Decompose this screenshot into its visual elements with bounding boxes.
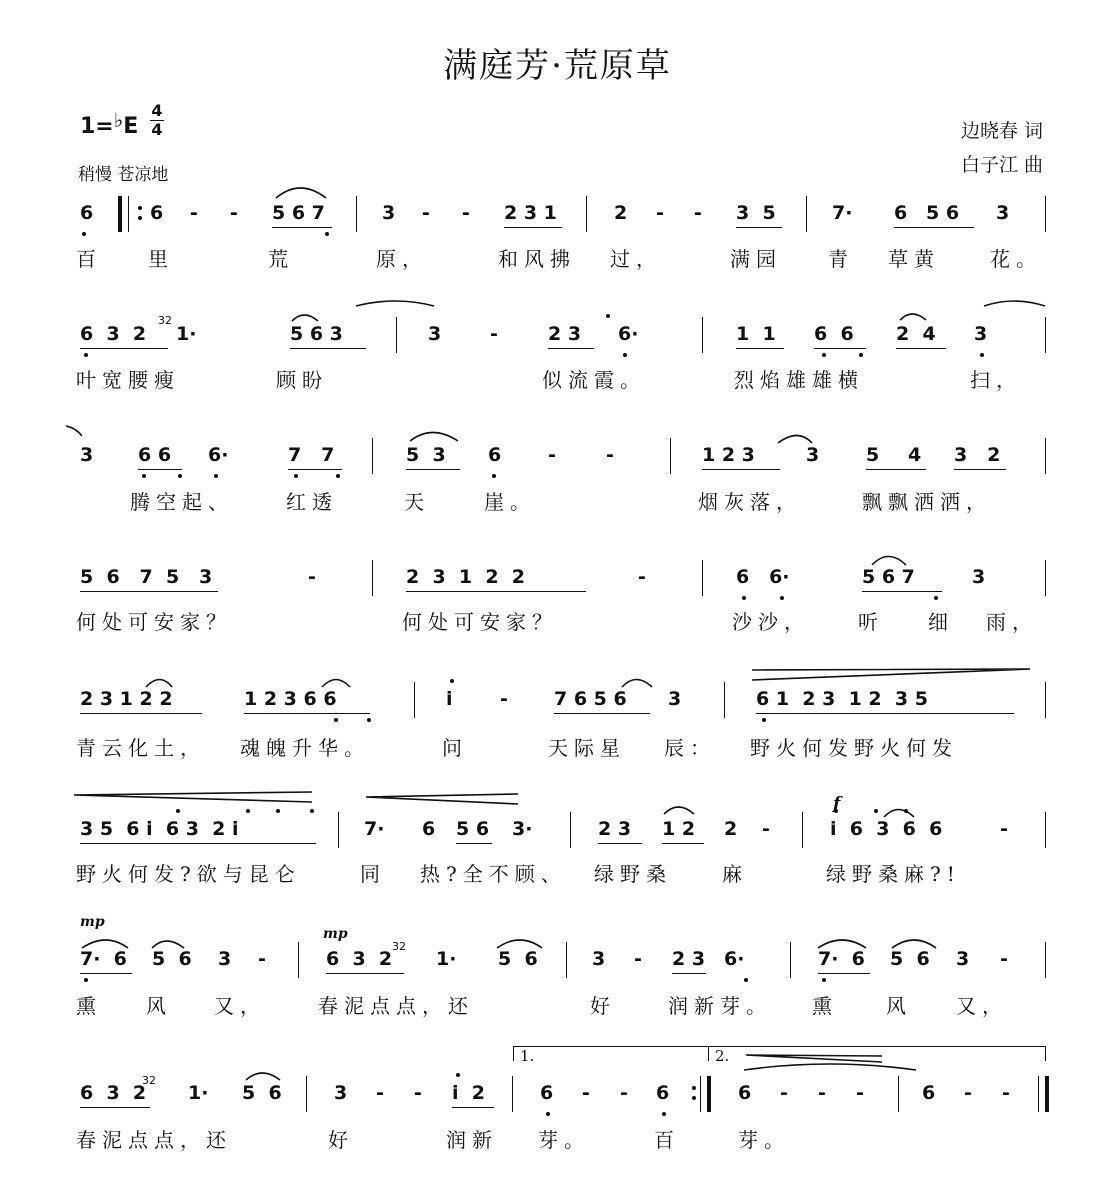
lyric-syllables: 过， — [610, 247, 662, 271]
volta-second-ending: 2. — [708, 1046, 1046, 1061]
note-group: - — [638, 566, 646, 588]
dynamic-mezzo-piano-2: mp — [323, 926, 348, 942]
barline — [512, 1076, 513, 1112]
note-group: 2 3 — [672, 948, 706, 970]
lyric-syllables: 芽。 — [538, 1128, 590, 1152]
note-group: - — [606, 444, 614, 466]
note-group: 3 — [956, 948, 970, 970]
barline — [372, 560, 373, 596]
note-group: - — [258, 948, 266, 970]
note-group: - — [548, 444, 556, 466]
barline — [806, 196, 807, 232]
note-group: 5 6 — [890, 948, 930, 970]
note-group: 3 — [972, 566, 986, 588]
beam-underline — [272, 227, 332, 228]
barline — [1045, 560, 1046, 596]
note-group: 5 6 — [152, 948, 192, 970]
barline — [790, 942, 791, 978]
note-group: 3 — [668, 688, 682, 710]
lyric-syllables: 天 — [404, 490, 430, 514]
note-group: 1 2 3 6 6 — [244, 688, 337, 710]
barline — [586, 196, 587, 232]
beam-underline — [406, 591, 586, 592]
lyric-syllables: 绿野桑 — [594, 862, 672, 886]
note-group: 3 — [334, 1082, 348, 1104]
note-group: 3 — [592, 948, 606, 970]
lyric-syllables: 麻 — [722, 862, 748, 886]
note-group: 6 6 — [814, 323, 854, 345]
beam-underline — [138, 469, 182, 470]
octave-dot — [744, 978, 748, 982]
beam-underline — [896, 348, 946, 349]
note-group: 7· 6 — [80, 948, 127, 970]
octave-dot — [336, 474, 340, 478]
octave-dot — [874, 809, 878, 813]
octave-dot — [214, 474, 218, 478]
lyric-syllables: 何处可安家？ — [402, 610, 558, 634]
note-group: 5 3 — [406, 444, 446, 466]
grace-notes: 32 — [392, 940, 406, 953]
lyric-syllables: 似流霞。 — [542, 368, 646, 392]
lyric-syllables: 原， — [376, 247, 428, 271]
octave-dot — [142, 474, 146, 478]
lyric-syllables: 野火何发?欲与昆仑 — [76, 862, 301, 886]
lyric-syllables: 烈焰雄雄横 — [734, 368, 864, 392]
note-group: 6 1 2 3 1 2 3 5 — [756, 688, 928, 710]
note-group: 6 — [922, 1082, 936, 1104]
octave-dot — [606, 314, 610, 318]
note-group: 7· — [832, 202, 853, 224]
note-group: i 2 — [452, 1082, 485, 1104]
note-group: 1 2 3 — [702, 444, 755, 466]
barline — [298, 942, 299, 978]
notation-row — [0, 948, 1115, 978]
beam-underline — [702, 469, 780, 470]
lyric-syllables: 辰： — [664, 736, 716, 760]
beam-underline — [406, 469, 460, 470]
beam-underline — [548, 348, 594, 349]
note-group: 5 6 — [456, 818, 490, 840]
lyric-syllables: 好 — [328, 1128, 354, 1152]
beam-underline — [80, 348, 168, 349]
barline — [570, 812, 571, 848]
beam-underline — [452, 1107, 494, 1108]
lyric-syllables: 天际星 — [548, 736, 626, 760]
lyric-syllables: 绿野桑麻?! — [826, 862, 961, 886]
note-group: 6· — [208, 444, 229, 466]
beam-underline — [244, 713, 370, 714]
beam-underline — [818, 973, 870, 974]
note-group: 2 3 1 2 2 — [406, 566, 526, 588]
octave-dot — [980, 353, 984, 357]
beam-underline — [736, 348, 784, 349]
octave-dot — [623, 353, 627, 357]
key-signature: 1=♭E — [80, 108, 139, 139]
note-group: - — [582, 1082, 590, 1104]
beam-underline — [456, 843, 492, 844]
lyric-syllables: 魂魄升华。 — [240, 736, 370, 760]
beam-underline — [290, 348, 366, 349]
note-group: 3 — [428, 323, 442, 345]
lyrics-row — [0, 364, 1115, 394]
beam-underline — [554, 713, 650, 714]
note-group: - — [856, 1082, 864, 1104]
note-group: 5 6 7 — [862, 566, 915, 588]
lyrics-row — [0, 858, 1115, 888]
lyricist-credit: 边晓春 词 — [960, 120, 1043, 142]
note-group: - — [1000, 818, 1008, 840]
tempo-marking: 稍慢 苍凉地 — [78, 165, 169, 185]
note-group: 6 — [80, 202, 94, 224]
note-group: 3 2 — [954, 444, 1001, 466]
lyric-syllables: 青云化土， — [76, 736, 206, 760]
lyric-syllables: 百 — [76, 247, 102, 271]
lyric-syllables: 野火何发野火何发 — [750, 736, 958, 760]
final-barline — [1038, 1076, 1049, 1112]
note-group: 6 — [422, 818, 436, 840]
note-group: - — [1000, 948, 1008, 970]
octave-dot — [84, 353, 88, 357]
lyric-syllables: 飘飘洒洒， — [862, 490, 992, 514]
dynamic-forte: f — [833, 794, 841, 814]
barline — [1045, 317, 1046, 353]
note-group: 1 1 — [736, 323, 776, 345]
octave-dot — [84, 978, 88, 982]
barline — [1045, 682, 1046, 718]
lyric-syllables: 雨， — [986, 610, 1038, 634]
note-group: 5 6 — [498, 948, 538, 970]
note-group: 6 3 2 — [80, 1082, 147, 1104]
barline — [1045, 438, 1046, 474]
note-group: - — [230, 202, 238, 224]
barline — [1045, 812, 1046, 848]
note-group: - — [694, 202, 702, 224]
note-group: 3 5 6 i 6 3 2 i — [80, 818, 239, 840]
note-group: 2 3 1 — [504, 202, 557, 224]
octave-dot — [334, 718, 338, 722]
note-group: 3 — [974, 323, 988, 345]
note-group: 2 3 — [598, 818, 632, 840]
note-group: - — [634, 948, 642, 970]
octave-dot — [822, 978, 826, 982]
lyrics-row — [0, 1124, 1115, 1154]
note-group: 6· — [618, 323, 639, 345]
beam-underline — [288, 469, 342, 470]
note-group: 7· — [364, 818, 385, 840]
note-group: - — [422, 202, 430, 224]
note-group: 6 — [656, 1082, 670, 1104]
note-group: i 6 3 6 6 — [830, 818, 943, 840]
note-group: - — [964, 1082, 972, 1104]
octave-dot — [762, 718, 766, 722]
octave-dot — [310, 809, 314, 813]
lyric-syllables: 润新芽。 — [668, 994, 772, 1018]
note-group: 6 6· — [736, 566, 790, 588]
octave-dot — [904, 809, 908, 813]
note-group: 3 — [80, 444, 94, 466]
barline — [670, 438, 671, 474]
note-group: i — [446, 688, 453, 710]
note-group: 6 3 2 — [326, 948, 393, 970]
note-group: 5 6 — [242, 1082, 282, 1104]
barline — [414, 682, 415, 718]
lyric-syllables: 热?全不顾、 — [420, 862, 567, 886]
lyric-syllables: 芽。 — [738, 1128, 790, 1152]
lyric-syllables: 细 — [928, 610, 954, 634]
note-group: - — [1002, 1082, 1010, 1104]
note-group: 6 — [540, 1082, 554, 1104]
octave-dot — [492, 474, 496, 478]
note-group: 2 3 — [548, 323, 582, 345]
note-group: - — [190, 202, 198, 224]
barline — [724, 682, 725, 718]
octave-dot — [822, 353, 826, 357]
barline — [372, 438, 373, 474]
barline — [356, 196, 357, 232]
note-group: - — [656, 202, 664, 224]
beam-underline — [80, 973, 132, 974]
lyrics-row — [0, 732, 1115, 762]
barline — [702, 560, 703, 596]
note-group: 7 6 5 6 — [554, 688, 627, 710]
beam-underline — [894, 227, 974, 228]
composer-credit: 白子江 曲 — [960, 154, 1043, 176]
note-group: - — [780, 1082, 788, 1104]
note-group: - — [620, 1082, 628, 1104]
lyric-syllables: 春泥点点，还 — [318, 994, 474, 1018]
lyric-syllables: 听 — [858, 610, 884, 634]
lyric-syllables: 春泥点点，还 — [76, 1128, 232, 1152]
note-group: 2 — [724, 818, 738, 840]
octave-dot — [178, 474, 182, 478]
beam-underline — [80, 843, 316, 844]
lyric-syllables: 崖。 — [484, 490, 536, 514]
beam-underline — [662, 843, 704, 844]
lyric-syllables: 好 — [590, 994, 616, 1018]
note-group: 3· — [512, 818, 533, 840]
note-group: - — [462, 202, 470, 224]
beam-underline — [814, 348, 866, 349]
octave-dot — [742, 596, 746, 600]
octave-dot — [246, 809, 250, 813]
note-group: - — [500, 688, 508, 710]
barline — [898, 1076, 899, 1112]
barline — [1045, 942, 1046, 978]
beam-underline — [862, 591, 942, 592]
note-group: 3 — [382, 202, 396, 224]
barline — [802, 812, 803, 848]
octave-dot — [325, 232, 329, 236]
lyric-syllables: 草黄 — [888, 247, 940, 271]
note-group: 6 6 — [138, 444, 172, 466]
lyric-syllables: 问 — [442, 736, 468, 760]
octave-dot — [859, 353, 863, 357]
time-signature-bottom: 4 — [151, 120, 163, 139]
beam-underline — [866, 469, 926, 470]
lyrics-row — [0, 606, 1115, 636]
time-signature-top: 4 — [151, 101, 163, 120]
note-group: - — [818, 1082, 826, 1104]
note-group: 3 — [996, 202, 1010, 224]
note-group: 7 7 — [288, 444, 335, 466]
note-group: 1 2 — [662, 818, 696, 840]
beam-underline — [736, 227, 782, 228]
lyric-syllables: 百 — [654, 1128, 680, 1152]
beam-underline — [954, 469, 1006, 470]
lyric-syllables: 同 — [360, 862, 386, 886]
repeat-end-barline — [700, 1076, 711, 1112]
beam-underline — [756, 713, 1014, 714]
octave-dot — [450, 679, 454, 683]
octave-dot — [82, 232, 86, 236]
note-group: 4 — [908, 444, 922, 466]
note-group: 5 6 3 — [290, 323, 343, 345]
lyric-syllables: 满园 — [730, 247, 782, 271]
note-group: 6 — [738, 1082, 752, 1104]
note-group: - — [762, 818, 770, 840]
dynamic-mezzo-piano-1: mp — [80, 914, 105, 930]
lyric-syllables: 叶宽腰瘦 — [76, 368, 180, 392]
grace-notes: 32 — [142, 1074, 156, 1087]
barline — [338, 812, 339, 848]
note-group: 3 — [218, 948, 232, 970]
octave-dot — [276, 809, 280, 813]
note-group: 7· 6 — [818, 948, 865, 970]
repeat-start-barline — [118, 196, 129, 232]
barline — [306, 1076, 307, 1112]
octave-dot — [176, 809, 180, 813]
lyric-syllables: 熏 — [812, 994, 838, 1018]
note-group: 6 3 2 — [80, 323, 147, 345]
note-group: - — [490, 323, 498, 345]
lyric-syllables: 腾空起、 — [130, 490, 234, 514]
octave-dot — [456, 1073, 460, 1077]
lyric-syllables: 熏 — [76, 994, 102, 1018]
beam-underline — [504, 227, 562, 228]
lyric-syllables: 里 — [148, 247, 174, 271]
barline — [1045, 196, 1046, 232]
octave-dot — [367, 718, 371, 722]
note-group: 6· — [724, 948, 745, 970]
beam-underline — [80, 591, 218, 592]
beam-underline — [672, 973, 706, 974]
beam-underline — [80, 713, 202, 714]
lyric-syllables: 红透 — [286, 490, 338, 514]
beam-underline — [598, 843, 642, 844]
lyric-syllables: 风 — [886, 994, 912, 1018]
lyric-syllables: 风 — [146, 994, 172, 1018]
note-group: 6 — [894, 202, 908, 224]
notation-row — [0, 1082, 1115, 1112]
lyrics-row — [0, 990, 1115, 1020]
lyrics-row — [0, 243, 1115, 273]
note-group: 6 — [488, 444, 502, 466]
lyric-syllables: 顾盼 — [276, 368, 328, 392]
lyric-syllables: 荒 — [268, 247, 294, 271]
note-group: 5 6 7 — [272, 202, 325, 224]
note-group: - — [308, 566, 316, 588]
note-group: 6 — [150, 202, 164, 224]
octave-dot — [934, 596, 938, 600]
note-group: 1· — [176, 323, 197, 345]
time-signature — [148, 102, 166, 139]
note-group: - — [376, 1082, 384, 1104]
lyric-syllables: 青 — [828, 247, 854, 271]
note-group: 1· — [188, 1082, 209, 1104]
note-group: 1· — [436, 948, 457, 970]
octave-dot — [546, 1112, 550, 1116]
note-group: 2 — [614, 202, 628, 224]
grace-notes: 32 — [158, 314, 172, 327]
note-group: 2 3 1 2 2 — [80, 688, 173, 710]
lyric-syllables: 又， — [956, 994, 1008, 1018]
note-group: 3 — [806, 444, 820, 466]
lyric-syllables: 和风拂 — [498, 247, 576, 271]
lyric-syllables: 润新 — [446, 1128, 498, 1152]
lyrics-row — [0, 486, 1115, 516]
lyric-syllables: 沙沙， — [732, 610, 810, 634]
barline — [566, 942, 567, 978]
octave-dot — [662, 1112, 666, 1116]
note-group: 5 6 — [926, 202, 960, 224]
beam-underline — [326, 973, 404, 974]
lyric-syllables: 何处可安家？ — [76, 610, 232, 634]
beam-underline — [80, 1107, 150, 1108]
lyric-syllables: 又， — [214, 994, 266, 1018]
octave-dot — [294, 474, 298, 478]
lyric-syllables: 花。 — [990, 247, 1042, 271]
volta-first-ending: 1. — [513, 1046, 710, 1061]
note-group: 5 6 7 5 3 — [80, 566, 213, 588]
note-group: 3 5 — [736, 202, 776, 224]
note-group: 2 4 — [896, 323, 936, 345]
barline — [702, 317, 703, 353]
lyric-syllables: 烟灰落， — [698, 490, 802, 514]
barline — [396, 317, 397, 353]
note-group: 5 — [866, 444, 880, 466]
note-group: - — [414, 1082, 422, 1104]
score-title: 满庭芳·荒原草 — [443, 46, 672, 86]
octave-dot — [780, 596, 784, 600]
lyric-syllables: 扫， — [970, 368, 1022, 392]
